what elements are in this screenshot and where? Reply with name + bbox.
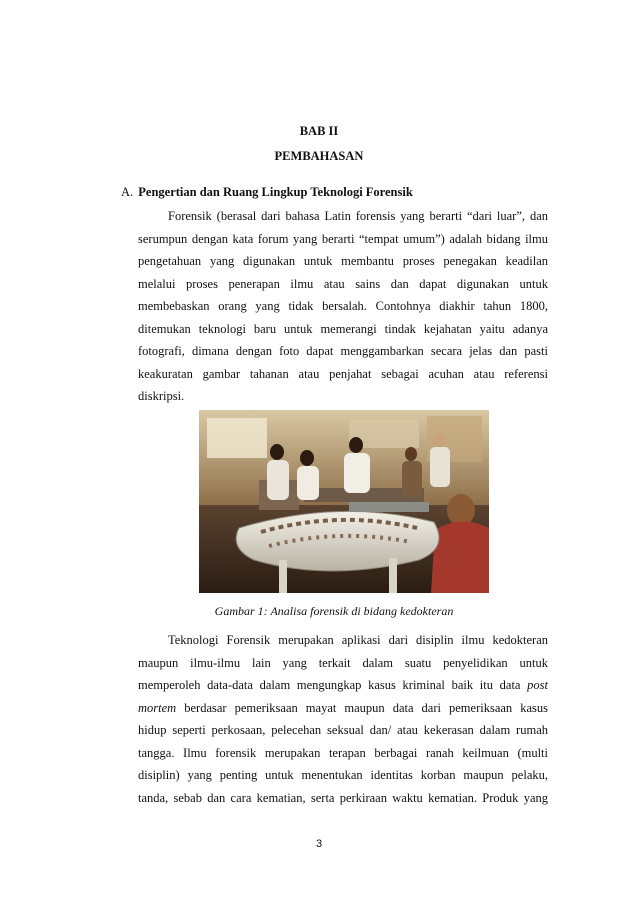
paragraph-line: tanda, sebab dan cara kematian, serta perkiraan waktu kematian. Produk yang — [138, 790, 548, 805]
paragraph-line: tangga. Ilmu forensik merupakan terapan berbagai ranah keilmuan (multi — [138, 745, 548, 760]
paragraph-line: Forensik (berasal dari bahasa Latin forensis yang berarti “dari luar”, dan — [168, 209, 548, 223]
chapter-title: PEMBAHASAN — [274, 149, 364, 163]
paragraph-line: diskripsi. — [138, 389, 185, 403]
paragraph-line: keakuratan gambar tahanan atau penjahat sebagai acuhan atau referensi — [138, 366, 548, 381]
italic-term: post — [527, 678, 548, 692]
line-text: berdasar pemeriksaan mayat maupun data dari pemeriksaan kasus — [176, 700, 548, 715]
line-text: memperoleh data-data dalam mengungkap kasus kriminal baik itu data — [138, 678, 528, 692]
paragraph-line: Teknologi Forensik merupakan aplikasi dari disiplin ilmu kedokteran — [168, 633, 548, 647]
paragraph-line: pengetahuan yang digunakan untuk membantu proses penegakan keadilan — [138, 254, 548, 268]
paragraph-line: serumpun dengan kata forum yang berarti “tempat umum”) adalah bidang ilmu — [138, 231, 548, 246]
paragraph-line: ditemukan teknologi baru untuk memerangi tindak kejahatan yaitu adanya — [138, 321, 548, 336]
paragraph-line: membebaskan orang yang tidak bersalah. Contohnya diakhir tahun 1800, — [138, 299, 548, 313]
section-heading — [121, 185, 413, 200]
section-title: Pengertian dan Ruang Lingkup Teknologi Forensik — [138, 185, 413, 199]
forensic-lab-photo-illustration — [199, 410, 489, 593]
section-letter: A. — [121, 185, 134, 199]
paragraph-line: disiplin) yang penting untuk menentukan identitas korban maupun pelaku, — [138, 768, 548, 782]
page-number: 3 — [315, 838, 323, 850]
chapter-number: BAB II — [299, 124, 339, 138]
paragraph-line: hidup seperti perkosaan, pelecehan seksual dan/ atau kekerasan dalam rumah — [138, 723, 548, 737]
paragraph-line — [138, 674, 548, 697]
paragraph-line: fotografi, dimana dengan foto dapat menggambarkan secara jelas dan pasti — [138, 344, 548, 358]
paragraph-line — [138, 697, 548, 720]
figure-caption: Gambar 1: Analisa forensik di bidang kedokteran — [214, 604, 454, 618]
forensic-lab-photo — [199, 410, 489, 593]
italic-term: mortem — [138, 700, 177, 715]
paragraph-2 — [138, 629, 548, 809]
paragraph-line: maupun ilmu-ilmu lain yang terkait dalam suatu penyelidikan untuk — [138, 655, 548, 670]
paragraph-1 — [138, 205, 548, 408]
paragraph-line: melalui proses penerapan ilmu atau sains dan dapat digunakan untuk — [138, 276, 548, 291]
